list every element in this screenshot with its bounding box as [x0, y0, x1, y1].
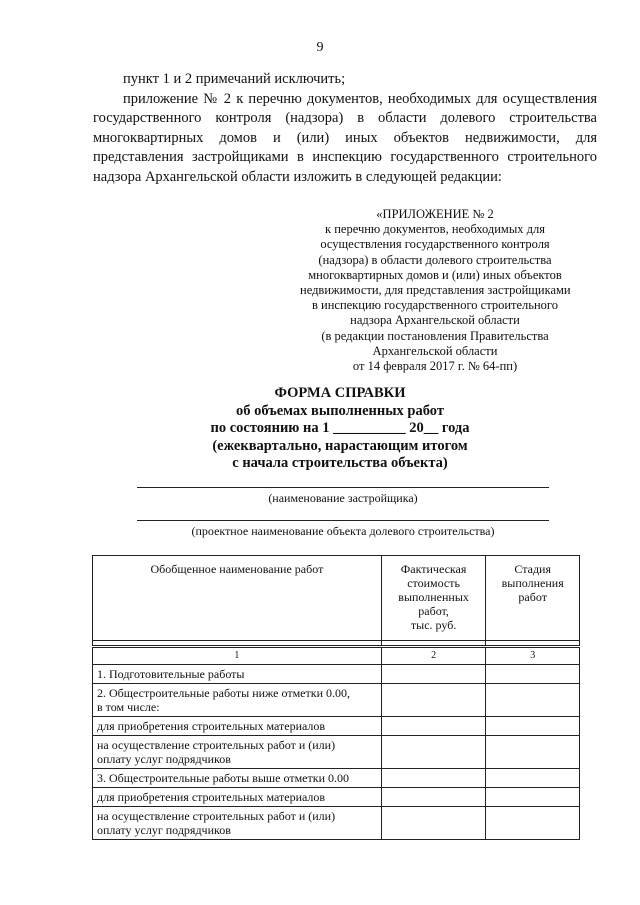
- appendix-line: к перечню документов, необходимых для: [325, 222, 545, 237]
- row-stage-cell: [486, 769, 580, 788]
- row-work-name: 1. Подготовительные работы: [93, 665, 382, 684]
- row-cost-cell: [381, 769, 486, 788]
- column-numbers-row: [93, 647, 580, 665]
- table-row: [93, 736, 580, 769]
- form-title-line: по состоянию на 1 __________ 20__ года: [210, 420, 470, 436]
- appendix-line: недвижимости, для представления застройщиками: [300, 283, 571, 298]
- header-cost-line: выполненных: [398, 590, 469, 604]
- appendix-line: (в редакции постановления Правительства: [321, 328, 549, 343]
- row-cost-cell: [381, 736, 486, 769]
- table-row: [93, 807, 580, 840]
- header-stage-line: Стадия: [514, 562, 551, 576]
- row-cost-cell: [381, 807, 486, 840]
- appendix-line: надзора Архангельской области: [350, 313, 520, 328]
- row-stage-cell: [486, 736, 580, 769]
- header-cost-line: тыс. руб.: [410, 618, 457, 632]
- row-cost-cell: [381, 788, 486, 807]
- appendix-line: (надзора) в области долевого строительства: [318, 252, 552, 267]
- works-volume-table: [92, 555, 580, 840]
- form-title-line: ФОРМА СПРАВКИ: [274, 385, 406, 401]
- form-title-line: (ежеквартально, нарастающим итогом: [212, 437, 468, 454]
- developer-name-line: [137, 487, 549, 488]
- row-stage-cell: [486, 807, 580, 840]
- row-work-name: на осуществление строительных работ и (или) оплату услуг подрядчиков: [93, 807, 382, 840]
- row-stage-cell: [486, 684, 580, 717]
- page-number: 9: [316, 40, 324, 55]
- row-work-name: 3. Общестроительные работы выше отметки 0.00: [93, 769, 382, 788]
- appendix-header: [300, 207, 570, 374]
- table-row: [93, 684, 580, 717]
- appendix-line: осуществления государственного контроля: [320, 237, 550, 252]
- row-work-name: на осуществление строительных работ и (или) оплату услуг подрядчиков: [93, 736, 382, 769]
- row-work-name: для приобретения строительных материалов: [93, 717, 382, 736]
- header-cost-line: Фактическая: [400, 562, 467, 576]
- row-stage-cell: [486, 717, 580, 736]
- table-row: [93, 665, 580, 684]
- header-stage-line: выполнения: [501, 576, 564, 590]
- form-title-line: с начала строительства объекта): [232, 455, 448, 471]
- header-cost-line: стоимость: [407, 576, 460, 590]
- row-work-name: 2. Общестроительные работы ниже отметки 0.00, в том числе:: [93, 684, 382, 717]
- table-header-row: [93, 556, 580, 641]
- row-work-name: для приобретения строительных материалов: [93, 788, 382, 807]
- appendix-line: многоквартирных домов и (или) иных объектов: [308, 267, 562, 282]
- developer-caption: (наименование застройщика): [268, 491, 418, 505]
- intro-line-1: пункт 1 и 2 примечаний исключить;: [123, 71, 346, 87]
- row-cost-cell: [381, 684, 486, 717]
- intro-text: [93, 70, 597, 187]
- header-stage-line: работ: [518, 590, 547, 604]
- appendix-line: в инспекцию государственного строительного: [311, 298, 558, 313]
- column-number: 2: [381, 647, 486, 665]
- header-cost-line: работ,: [418, 604, 449, 618]
- header-actual-cost: [381, 556, 486, 641]
- row-stage-cell: [486, 665, 580, 684]
- column-number: 1: [93, 647, 382, 665]
- object-name-line: [137, 520, 549, 521]
- appendix-line: Архангельской области: [372, 343, 498, 358]
- table-row: [93, 788, 580, 807]
- form-title: [140, 385, 540, 473]
- row-cost-cell: [381, 717, 486, 736]
- header-works-name: Обобщенное наименование работ: [93, 556, 382, 641]
- intro-paragraph-2: приложение № 2 к перечню документов, необходимых для осуществления государственного контроля (надзора) в области долевого строительства многоквартирных домов и (или) иных объектов недвижимости, для представления застройщиками в инспекцию государственного строительного надзора Архангельской области изложить в следующей редакции:: [93, 90, 597, 185]
- form-title-line: об объемах выполненных работ: [235, 402, 444, 419]
- row-cost-cell: [381, 665, 486, 684]
- appendix-line: от 14 февраля 2017 г. № 64-пп): [352, 359, 518, 374]
- object-caption: (проектное наименование объекта долевого строительства): [191, 524, 495, 538]
- appendix-line: «ПРИЛОЖЕНИЕ № 2: [376, 207, 494, 221]
- table-row: [93, 769, 580, 788]
- table-row: [93, 717, 580, 736]
- row-stage-cell: [486, 788, 580, 807]
- column-number: 3: [486, 647, 580, 665]
- header-stage: [486, 556, 580, 641]
